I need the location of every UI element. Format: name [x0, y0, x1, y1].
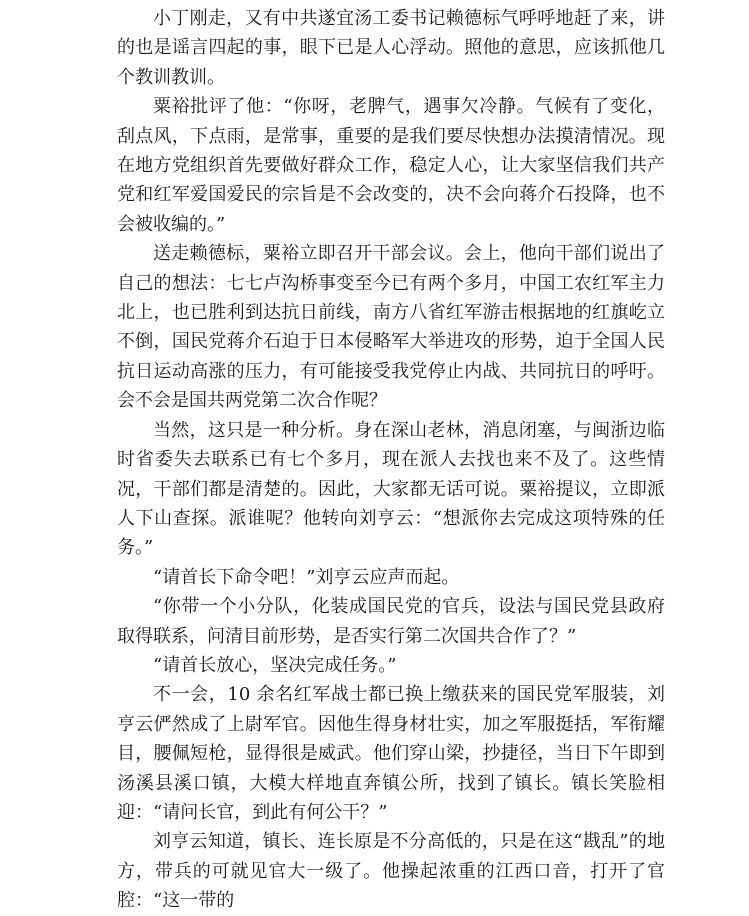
- paragraph-8: 不一会，10 余名红军战士都已换上缴获来的国民党军服装，刘亨云俨然成了上尉军官。因他生得身材壮实，加之军服挺括，军衔耀目，腰佩短枪，显得很是威武。他们穿山梁，抄捷径，当日下午即到汤溪县溪口镇，大模大样地直奔镇公所，找到了镇长。镇长笑脸相迎：“请问长官，到此有何公干？”: [117, 684, 665, 823]
- paragraph-7: “请首长放心，坚决完成任务。”: [153, 654, 397, 676]
- paragraph-9: 刘亨云知道，镇长、连长原是不分高低的，只是在这“戡乱”的地方，带兵的可就见官大一级了。他操起浓重的江西口音，打开了官腔：“这一带的: [117, 831, 665, 912]
- paragraph-6: “你带一个小分队，化装成国民党的官兵，设法与国民党县政府取得联系，问清目前形势，是否实行第二次国共合作了？”: [117, 596, 665, 647]
- book-page-text: [117, 4, 665, 916]
- paragraph-4: 当然，这只是一种分析。身在深山老林，消息闭塞，与闽浙边临时省委失去联系已有七个多月，现在派人去找也来不及了。这些情况，干部们都是清楚的。因此，大家都无话可说。粟裕提议，立即派人下山查探。派谁呢？他转向刘亨云：“想派你去完成这项特殊的任务。”: [117, 419, 665, 559]
- paragraph-5: “请首长下命令吧！”刘亨云应声而起。: [153, 566, 460, 588]
- paragraph-1: 小丁刚走，又有中共遂宜汤工委书记赖德标气呼呼地赶了来，讲的也是谣言四起的事，眼下已是人心浮动。照他的意思，应该抓他几个教训教训。: [117, 8, 665, 88]
- paragraph-3: 送走赖德标，粟裕立即召开干部会议。会上，他向干部们说出了自己的想法：七七卢沟桥事变至今已有两个多月，中国工农红军主力北上，也已胜利到达抗日前线，南方八省红军游击根据地的红旗屹立不倒，国民党蒋介石迫于日本侵略军大举进攻的形势，迫于全国人民抗日运动高涨的压力，有可能接受我党停止内战、共同抗日的呼吁。会不会是国共两党第二次合作呢？: [117, 243, 665, 412]
- paragraph-2: 粟裕批评了他：“你呀，老脾气，遇事欠冷静。气候有了变化，刮点风，下点雨，是常事，重要的是我们要尽快想办法摸清情况。现在地方党组织首先要做好群众工作，稳定人心，让大家坚信我们共产党和红军爱国爱民的宗旨是不会改变的，决不会向蒋介石投降，也不会被收编的。”: [117, 96, 665, 235]
